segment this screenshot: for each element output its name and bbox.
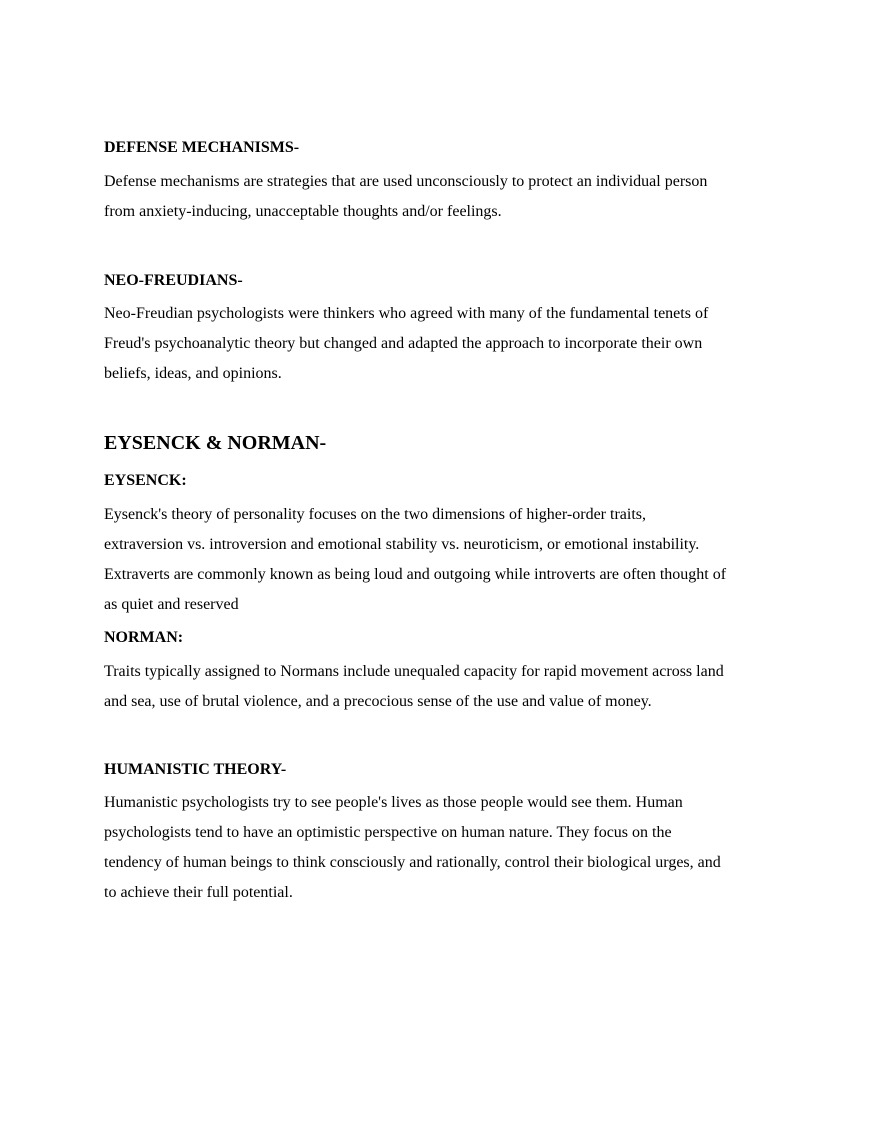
subsection-eysenck — [104, 471, 794, 491]
heading-humanistic-theory: HUMANISTIC THEORY- — [104, 761, 287, 778]
paragraph-neo-freudians — [104, 299, 794, 389]
paragraph-line: to achieve their full potential. — [104, 884, 293, 901]
paragraph-norman — [104, 657, 794, 717]
heading-defense-mechanisms: DEFENSE MECHANISMS- — [104, 139, 300, 156]
subsection-norman — [104, 628, 794, 648]
paragraph-line: extraversion vs. introversion and emotional stability vs. neuroticism, or emotional instability. — [104, 536, 700, 553]
paragraph-line: Extraverts are commonly known as being loud and outgoing while introverts are often thought of — [104, 566, 727, 583]
heading-eysenck: EYSENCK: — [104, 472, 187, 489]
heading-eysenck-norman: EYSENCK & NORMAN- — [104, 432, 327, 454]
section-neo-freudians — [104, 271, 794, 291]
section-eysenck-norman — [104, 431, 794, 455]
paragraph-line: Defense mechanisms are strategies that are used unconsciously to protect an individual person — [104, 173, 708, 190]
paragraph-line: beliefs, ideas, and opinions. — [104, 365, 282, 382]
section-humanistic-theory — [104, 760, 794, 780]
paragraph-line: Traits typically assigned to Normans include unequaled capacity for rapid movement across land — [104, 663, 724, 680]
paragraph-line: Eysenck's theory of personality focuses on the two dimensions of higher-order traits, — [104, 506, 646, 523]
paragraph-line: tendency of human beings to think consciously and rationally, control their biological urges, and — [104, 854, 721, 871]
heading-norman: NORMAN: — [104, 629, 184, 646]
section-defense-mechanisms — [104, 138, 794, 158]
paragraph-defense-mechanisms — [104, 167, 794, 227]
paragraph-line: Humanistic psychologists try to see people's lives as those people would see them. Human — [104, 794, 683, 811]
heading-neo-freudians: NEO-FREUDIANS- — [104, 272, 243, 289]
paragraph-line: as quiet and reserved — [104, 596, 239, 613]
paragraph-line: Neo-Freudian psychologists were thinkers who agreed with many of the fundamental tenets of — [104, 305, 709, 322]
paragraph-line: Freud's psychoanalytic theory but changed and adapted the approach to incorporate their own — [104, 335, 703, 352]
paragraph-line: and sea, use of brutal violence, and a precocious sense of the use and value of money. — [104, 693, 652, 710]
paragraph-line: from anxiety-inducing, unacceptable thoughts and/or feelings. — [104, 203, 502, 220]
paragraph-humanistic-theory — [104, 788, 794, 908]
paragraph-line: psychologists tend to have an optimistic perspective on human nature. They focus on the — [104, 824, 672, 841]
paragraph-eysenck — [104, 500, 794, 620]
